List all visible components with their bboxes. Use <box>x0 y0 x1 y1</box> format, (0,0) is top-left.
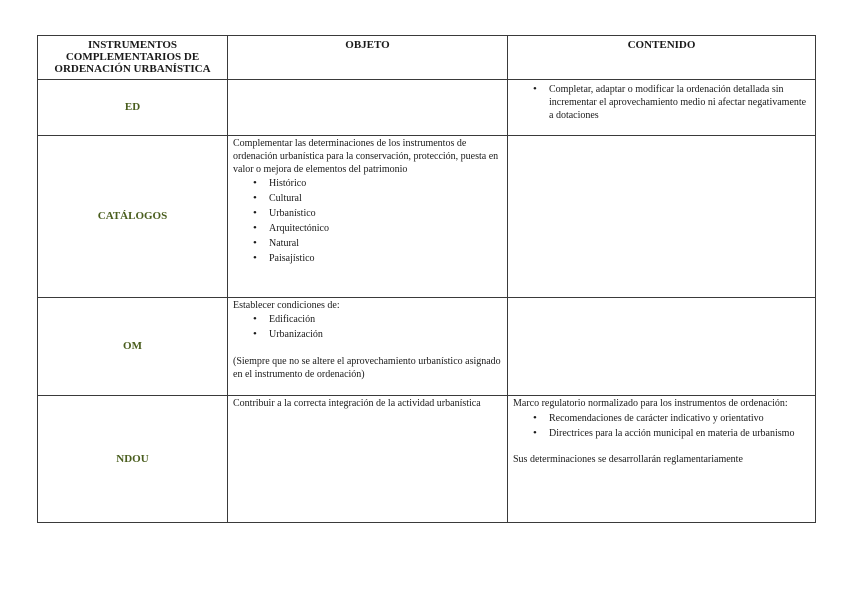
spacer <box>233 342 502 355</box>
contenido-text: Marco regulatorio normalizado para los instrumentos de ordenación: <box>513 398 788 409</box>
table-row-catalogos <box>38 136 816 298</box>
spacer <box>513 440 810 453</box>
header-row <box>38 36 816 80</box>
contenido-cell <box>508 80 816 136</box>
list-item: • Directrices para la acción municipal en materia de urbanismo <box>549 427 810 440</box>
contenido-list <box>513 412 810 440</box>
row-label: ED <box>38 80 228 136</box>
objeto-note: (Siempre que no se altere el aprovechamiento urbanístico asignado en el instrumento de ordenación) <box>233 356 501 380</box>
list-item: • Histórico <box>269 176 502 191</box>
contenido-cell <box>508 298 816 396</box>
header-instrumentos: INSTRUMENTOS COMPLEMENTARIOS DE ORDENACIÓN URBANÍSTICA <box>38 36 228 80</box>
list-item: • Cultural <box>269 191 502 206</box>
list-item: • Urbanización <box>269 327 502 342</box>
objeto-cell <box>228 136 508 298</box>
table-row-ed <box>38 80 816 136</box>
list-item: • Edificación <box>269 312 502 327</box>
table-row-ndou <box>38 396 816 523</box>
contenido-cell <box>508 396 816 523</box>
list-item: • Completar, adaptar o modificar la ordenación detallada sin incrementar el aprovechamiento medio ni afectar negativamente a dotaciones <box>549 83 810 122</box>
objeto-list <box>233 312 502 342</box>
row-label: OM <box>38 298 228 396</box>
list-item: • Arquitectónico <box>269 221 502 236</box>
objeto-text: Contribuir a la correcta integración de la actividad urbanística <box>233 398 481 409</box>
contenido-note: Sus determinaciones se desarrollarán reglamentariamente <box>513 454 743 465</box>
row-label: CATÁLOGOS <box>38 136 228 298</box>
list-item: • Paisajístico <box>269 251 502 266</box>
objeto-text: Establecer condiciones de: <box>233 300 340 311</box>
header-objeto: OBJETO <box>228 36 508 80</box>
objeto-text: Complementar las determinaciones de los instrumentos de ordenación urbanística para la conservación, protección, puesta en valor o mejora de elementos del patrimonio <box>233 138 499 175</box>
instrumentos-table <box>37 35 816 523</box>
list-item: • Urbanístico <box>269 206 502 221</box>
header-contenido: CONTENIDO <box>508 36 816 80</box>
objeto-list <box>233 176 502 266</box>
objeto-cell <box>228 396 508 523</box>
contenido-list <box>513 83 810 122</box>
table-row-om <box>38 298 816 396</box>
objeto-cell <box>228 298 508 396</box>
list-item: • Recomendaciones de carácter indicativo y orientativo <box>549 412 810 425</box>
list-item: • Natural <box>269 236 502 251</box>
objeto-cell <box>228 80 508 136</box>
row-label: NDOU <box>38 396 228 523</box>
contenido-cell <box>508 136 816 298</box>
